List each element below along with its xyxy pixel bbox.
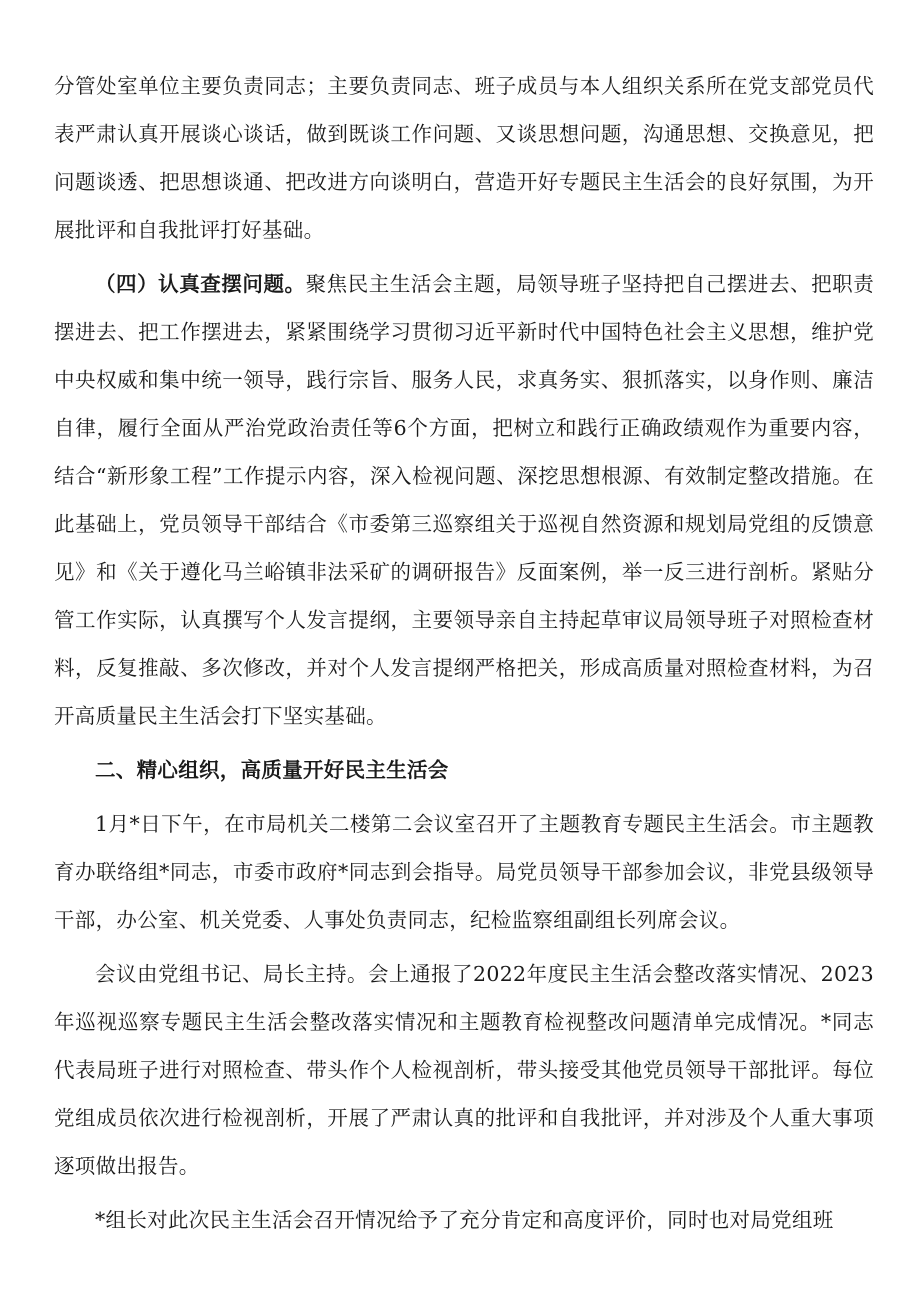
paragraph-body: 聚焦民主生活会主题，局领导班子坚持把自己摆进去、把职责摆进去、把工作摆进去，紧紧围绕学习贯彻习近平新时代中国特色社会主义思想，维护党中央权威和集中统一领导，践行宗旨、服务人民，求真务实、狠抓落实，以身作则、廉洁自律，履行全面从严治党政治责任等6个方面，把树立和践行正确政绩观作为重要内容，结合“新形象工程”工作提示内容，深入检视问题、深挖思想根源、有效制定整改措施。在此基础上，党员领导干部结合《市委第三巡察组关于巡视自然资源和规划局党组的反馈意见》和《关于遵化马兰峪镇非法采矿的调研报告》反面案例，举一反三进行剖析。紧贴分管工作实际，认真撰写个人发言提纲，主要领导亲自主持起草审议局领导班子对照检查材料，反复推敲、多次修改，并对个人发言提纲严格把关，形成高质量对照检查材料，为召开高质量民主生活会打下坚实基础。: [54, 272, 874, 728]
paragraph-evaluation: *组长对此次民主生活会召开情况给予了充分肯定和高度评价，同时也对局党组班: [95, 1208, 834, 1232]
paragraph-lead-heading: （四）认真查摆问题。: [95, 272, 306, 296]
paragraph-check-problems: [54, 260, 874, 740]
paragraph-meeting-process: 会议由党组书记、局长主持。会上通报了2022年度民主生活会整改落实情况、2023年巡视巡察专题民主生活会整改落实情况和主题教育检视整改问题清单完成情况。*同志代表局班子进行对照检查、带头作个人检视剖析，带头接受其他党员领导干部批评。每位党组成员依次进行检视剖析，开展了严肃认真的批评和自我批评，并对涉及个人重大事项逐项做出报告。: [54, 962, 874, 1178]
section-heading: 二、精心组织，高质量开好民主生活会: [95, 758, 449, 782]
document-page: [54, 62, 874, 1244]
paragraph-meeting-info: 1月*日下午，在市局机关二楼第二会议室召开了主题教育专题民主生活会。市主题教育办联络组*同志，市委市政府*同志到会指导。局党员领导干部参加会议，非党县级领导干部，办公室、机关党委、人事处负责同志，纪检监察组副组长列席会议。: [54, 812, 874, 932]
paragraph-continuation: 分管处室单位主要负责同志；主要负责同志、班子成员与本人组织关系所在党支部党员代表严肃认真开展谈心谈话，做到既谈工作问题、又谈思想问题，沟通思想、交换意见，把问题谈透、把思想谈通、把改进方向谈明白，营造开好专题民主生活会的良好氛围，为开展批评和自我批评打好基础。: [54, 74, 874, 242]
